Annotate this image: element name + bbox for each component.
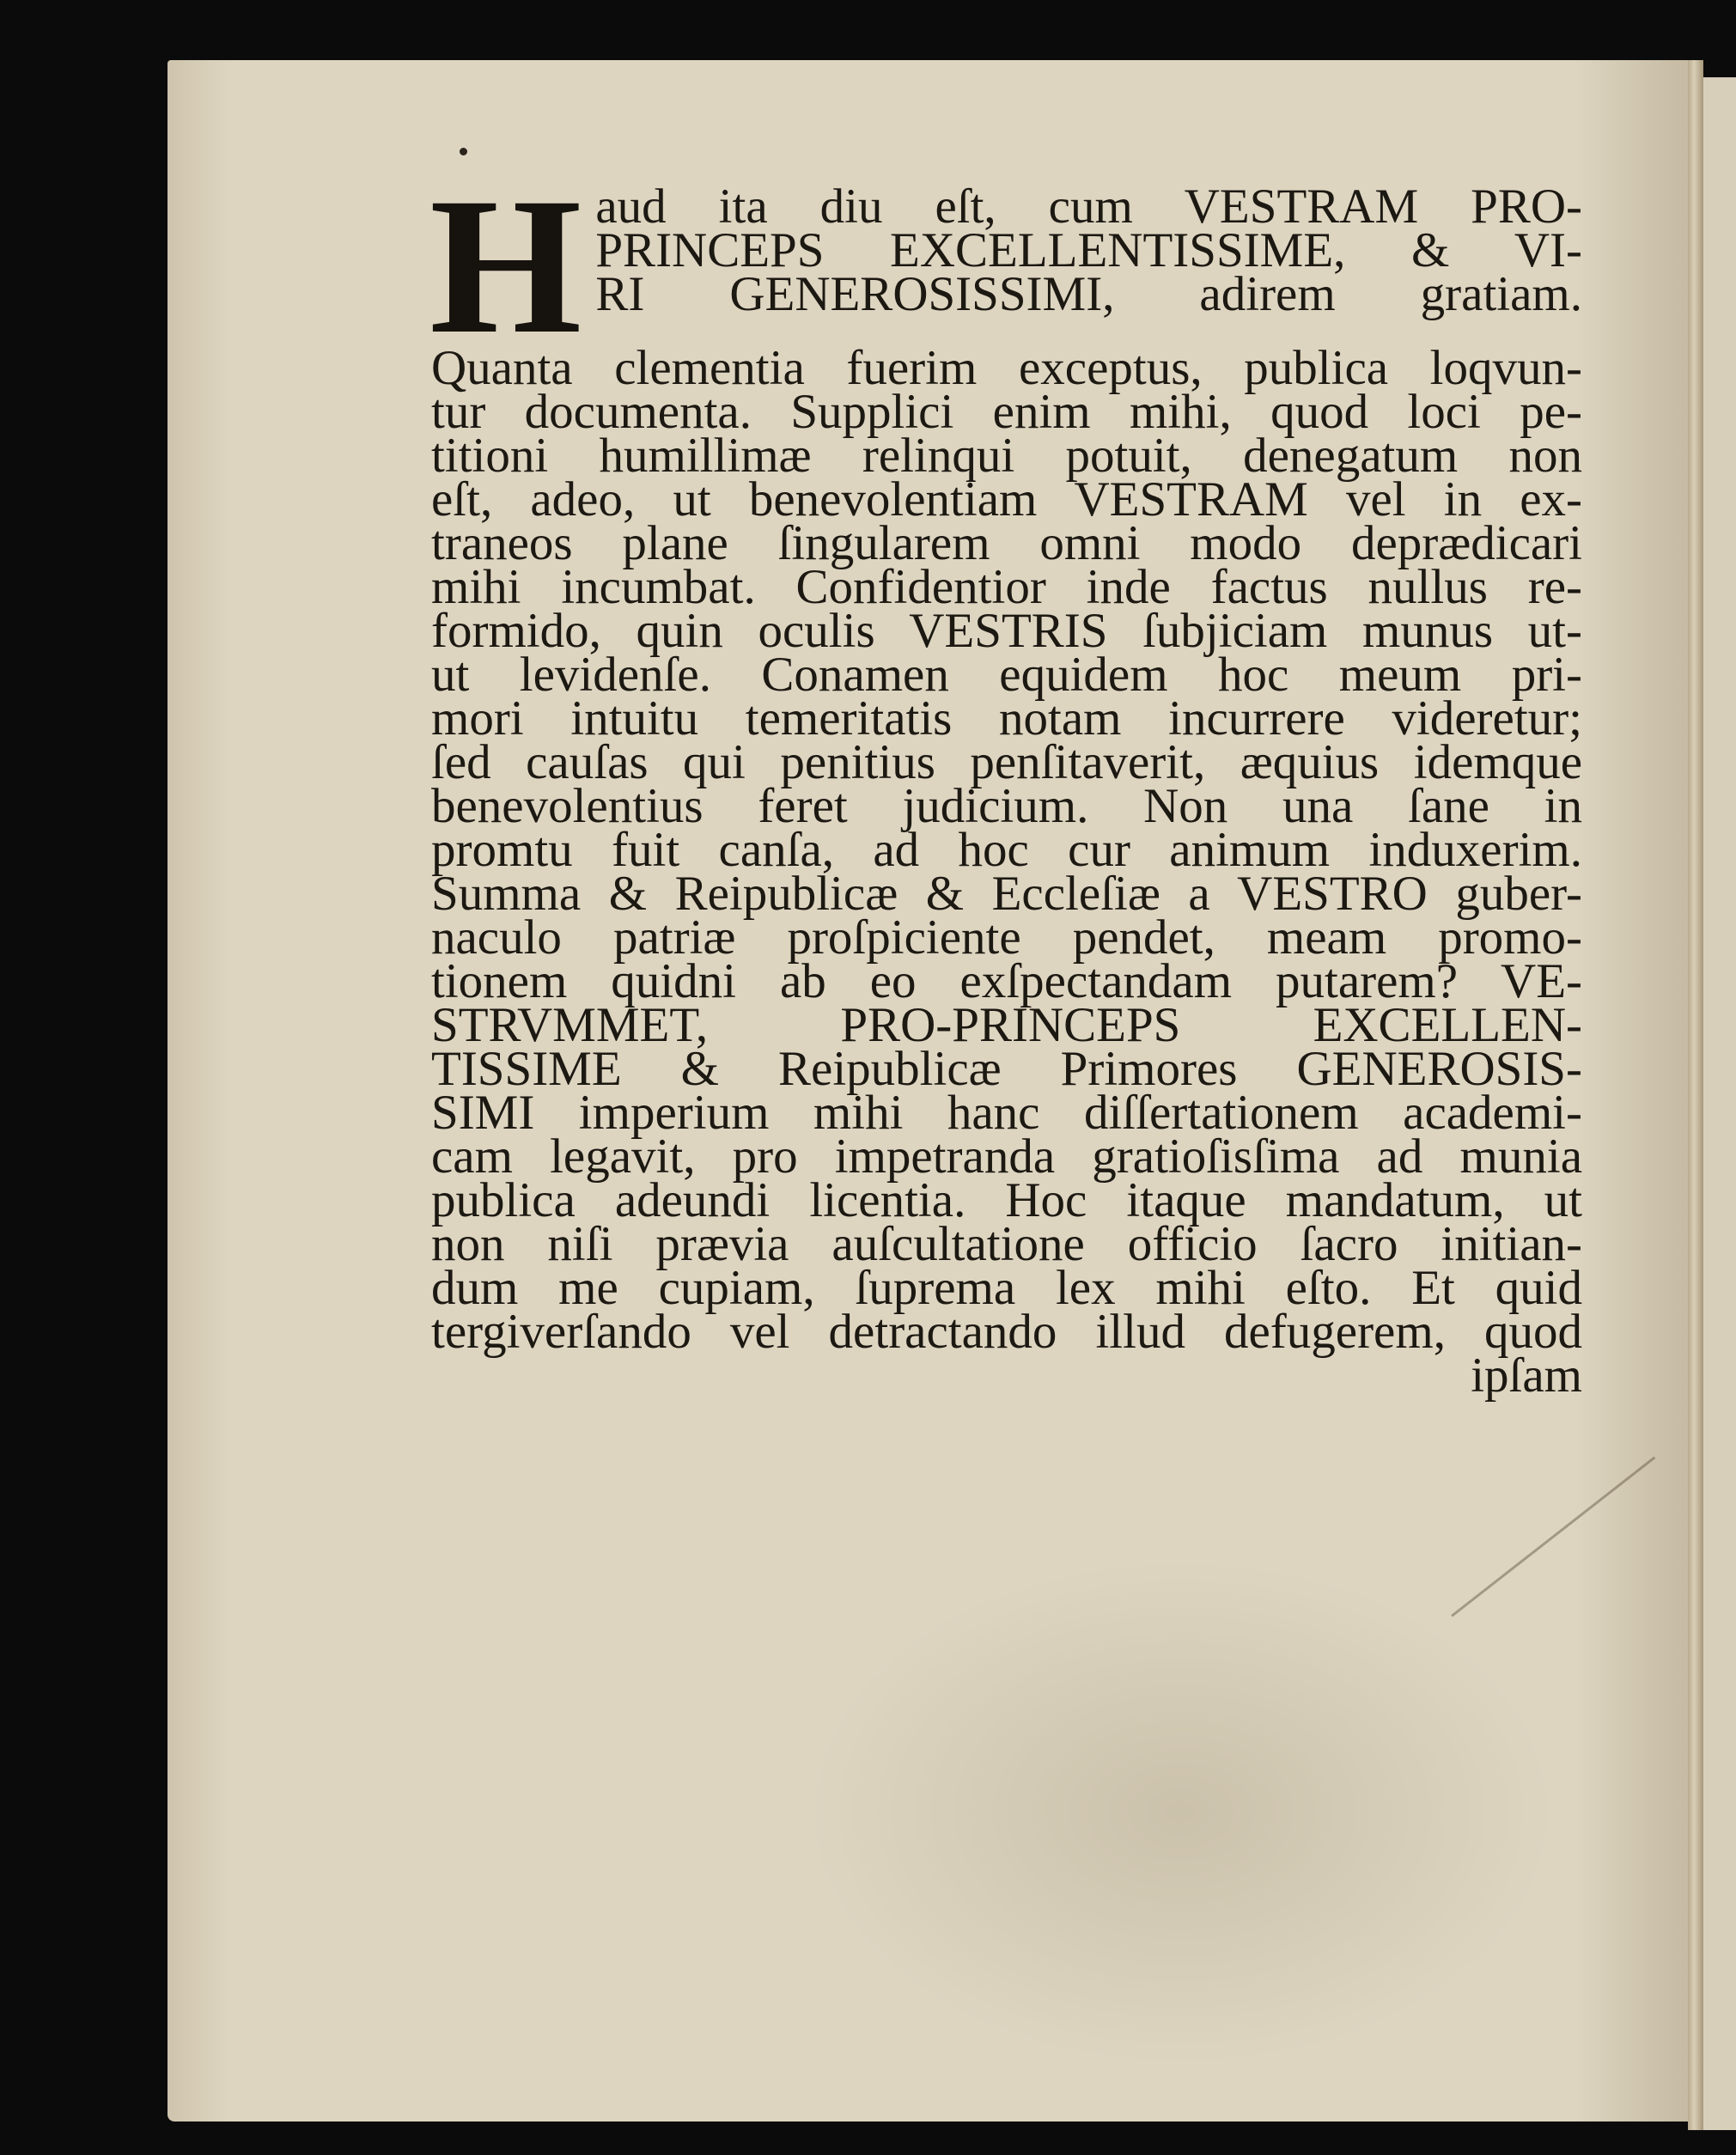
body-text <box>429 158 1582 1403</box>
facing-page-strip <box>1703 77 1736 2130</box>
text-line: STRVMMET, PRO-PRINCEPS EXCELLEN- <box>431 998 1582 1052</box>
page-edge <box>1688 60 1703 2130</box>
text-line: ut levidenſe. Conamen equidem hoc meum pri- <box>431 648 1582 702</box>
text-line: dum me cupiam, ſuprema lex mihi eſto. Et quid <box>431 1261 1582 1315</box>
text-line: TISSIME & Reipublicæ Primores GENEROSIS- <box>431 1042 1582 1096</box>
text-line: cam legavit, pro impetranda gratioſisſima ad munia <box>431 1129 1582 1184</box>
text-line: non niſi prævia auſcultatione officio ſacro initian- <box>431 1217 1582 1271</box>
text-line: promtu fuit canſa, ad hoc cur animum induxerim. <box>431 823 1582 877</box>
text-line: tergiverſando vel detractando illud defugerem, quod <box>431 1305 1582 1359</box>
text-line: Quanta clementia fuerim exceptus, publica loqvun- <box>431 341 1582 395</box>
text-line: ſed cauſas qui penitius penſitaverit, æquius idemque <box>431 735 1582 789</box>
text-line: traneos plane ſingularem omni modo deprædicari <box>431 516 1582 570</box>
ink-speck <box>460 148 467 155</box>
text-line: formido, quin oculis VESTRIS ſubjiciam munus ut- <box>431 604 1582 658</box>
catchword: ipſam <box>1471 1348 1582 1403</box>
text-line: mori intuitu temeritatis notam incurrere videretur; <box>431 691 1582 746</box>
text-line: aud ita diu eſt, cum VESTRAM PRO- <box>595 180 1582 234</box>
text-line: tionem quidni ab eo exſpectandam putarem? VE- <box>431 954 1582 1008</box>
text-line: eſt, adeo, ut benevolentiam VESTRAM vel in ex- <box>431 472 1582 527</box>
text-line: tur documenta. Supplici enim mihi, quod loci pe- <box>431 385 1582 439</box>
text-line: SIMI imperium mihi hanc diſſertationem academi- <box>431 1086 1582 1140</box>
text-line: naculo patriæ proſpiciente pendet, meam promo- <box>431 910 1582 965</box>
text-line: publica adeundi licentia. Hoc itaque mandatum, ut <box>431 1173 1582 1227</box>
text-line: titioni humillimæ relinqui potuit, denegatum non <box>431 429 1582 483</box>
text-line: PRINCEPS EXCELLENTISSIME, & VI- <box>595 223 1582 277</box>
text-line: Summa & Reipublicæ & Eccleſiæ a VESTRO guber- <box>431 867 1582 921</box>
text-line: benevolentius feret judicium. Non una ſane in <box>431 779 1582 833</box>
text-line: mihi incumbat. Confidentior inde factus nullus re- <box>431 560 1582 614</box>
text-line: RI GENEROSISSIMI, adirem gratiam. <box>595 267 1582 321</box>
drop-cap-initial: H <box>429 158 582 374</box>
